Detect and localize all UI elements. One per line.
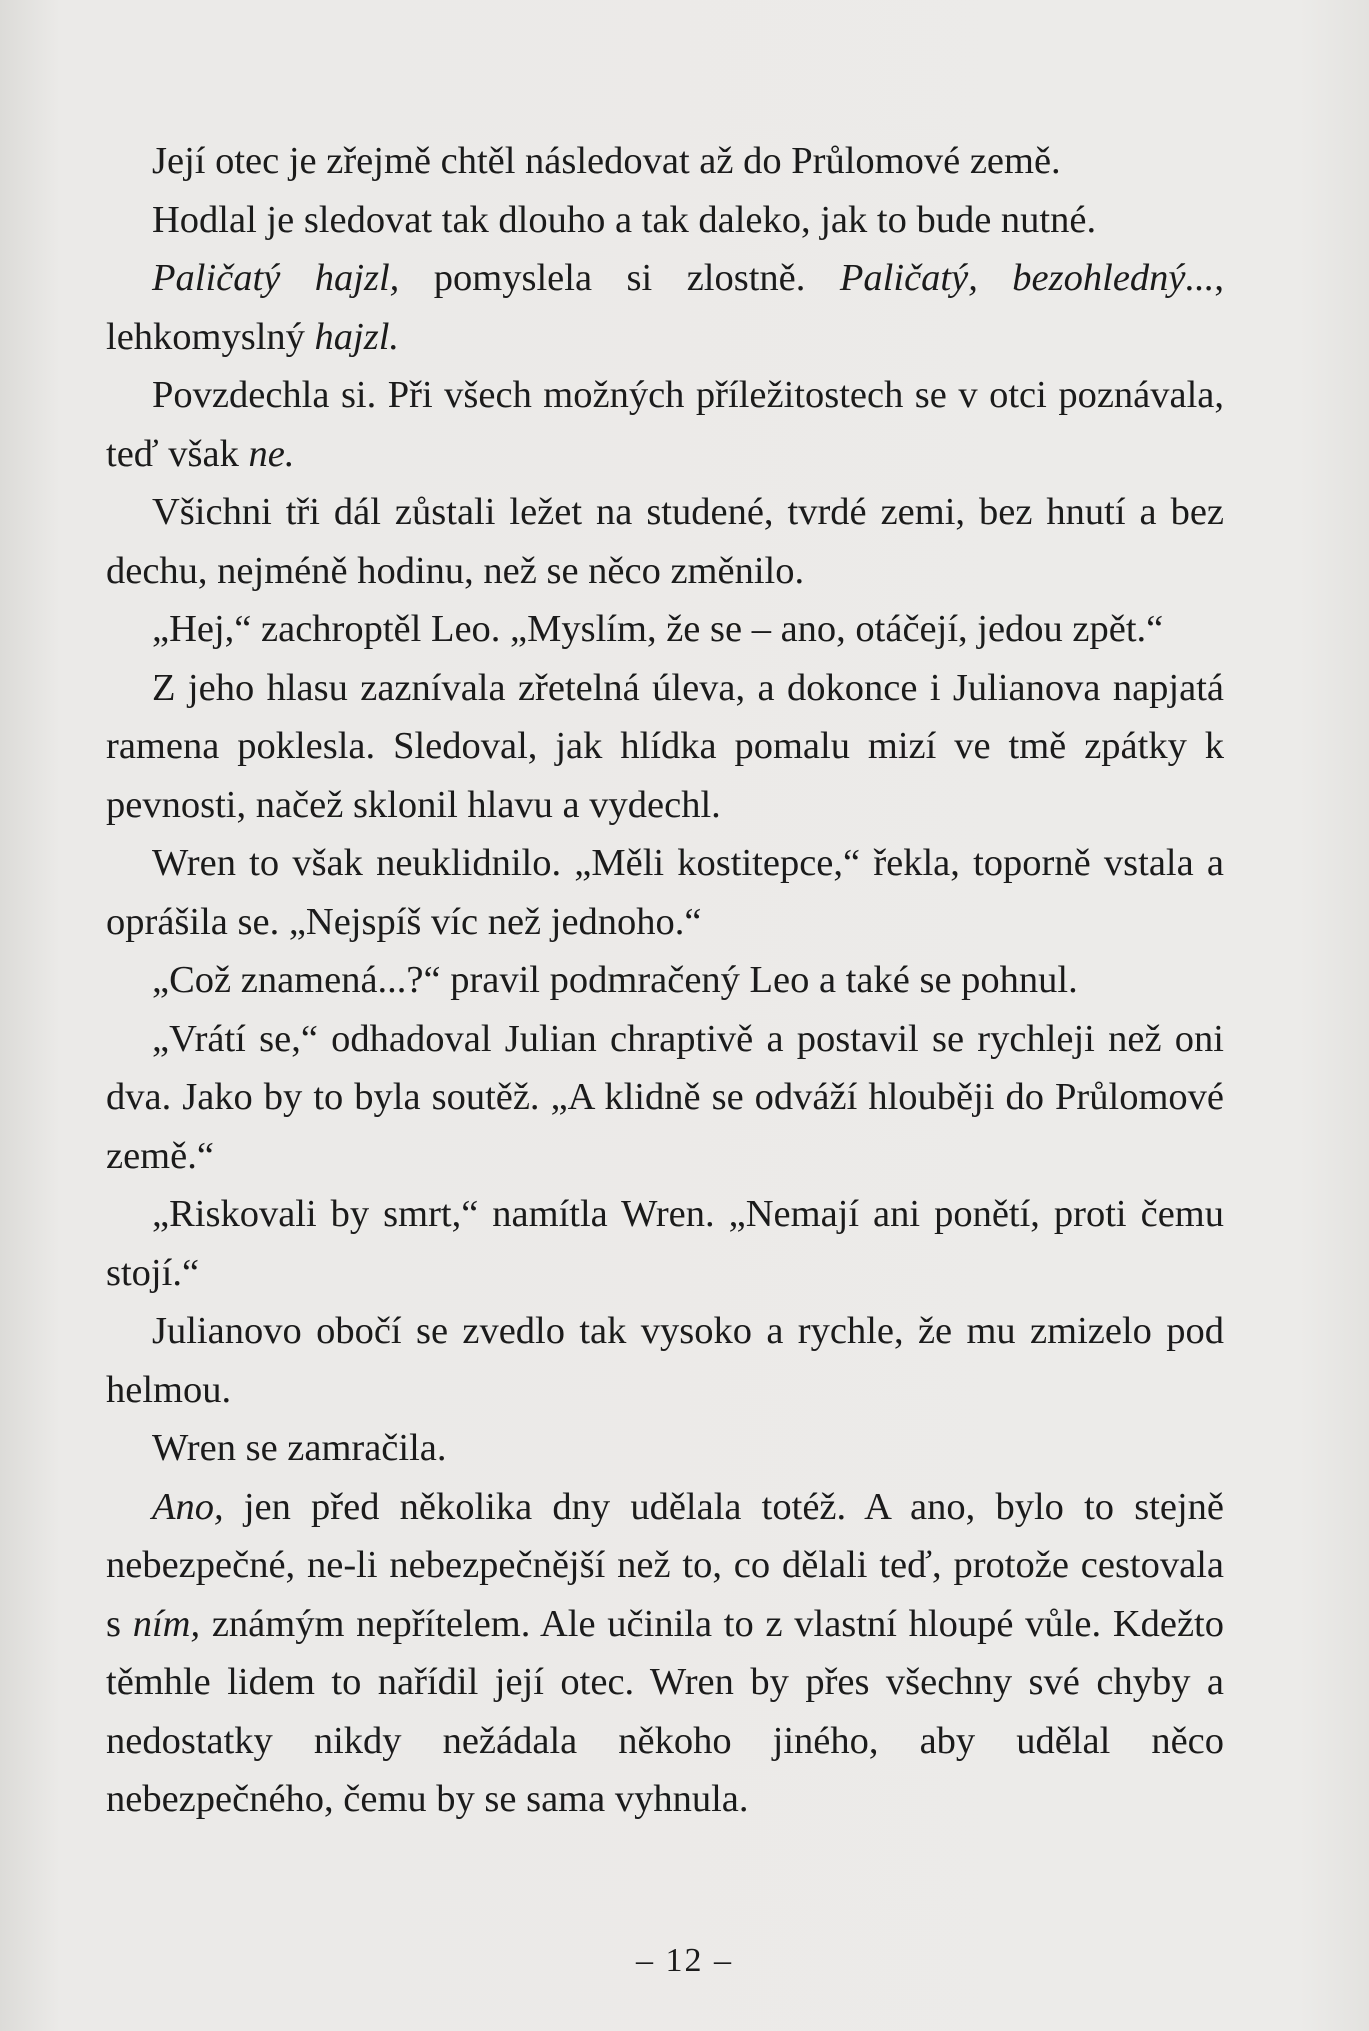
text-run: Povzdechla si. Při všech možných příležitostech se v otci poznávala, teď však (106, 374, 1224, 475)
italic-text-run: Paličatý hajzl, (152, 257, 400, 299)
italic-text-run: ním, (132, 1602, 201, 1645)
italic-text-run: hajzl. (314, 315, 400, 358)
paragraph (106, 1302, 1224, 1419)
paragraph (106, 132, 1224, 191)
text-run: Julianovo obočí se zvedlo tak vysoko a rychle, že mu zmizelo pod helmou. (106, 1310, 1224, 1411)
text-run: Její otec je zřejmě chtěl následovat až do Průlomové země. (152, 140, 1061, 182)
text-run: , lehkomyslný (106, 257, 1225, 358)
text-run: Hodlal je sledovat tak dlouho a tak daleko, jak to bude nutné. (152, 198, 1097, 241)
paragraph (106, 366, 1224, 483)
paragraph (106, 1185, 1224, 1302)
paragraph (106, 1010, 1224, 1186)
paragraph (106, 951, 1224, 1010)
text-run: „Riskovali by smrt,“ namítla Wren. „Nemají ani ponětí, proti čemu stojí.“ (106, 1193, 1224, 1294)
paragraph (106, 249, 1224, 366)
text-run: jen před několika dny udělala totéž. A ano, bylo to stejně nebezpečné, ne-li nebezpečnější než to, co dělali teď, protože cestovala s (106, 1485, 1224, 1645)
italic-text-run: ne. (248, 432, 295, 475)
text-run: Wren se zamračila. (152, 1427, 447, 1469)
body-text (106, 132, 1224, 1829)
text-run: Z jeho hlasu zaznívala zřetelná úleva, a dokonce i Julianova napjatá ramena poklesla. Sledoval, jak hlídka pomalu mizí ve tmě zpátky k pevnosti, načež sklonil hlavu a vydechl. (106, 666, 1224, 826)
text-run: pomyslela si zlostně. (399, 257, 840, 299)
paragraph (106, 1478, 1224, 1829)
paragraph (106, 600, 1224, 659)
paragraph (106, 1419, 1224, 1478)
paragraph (106, 659, 1224, 835)
text-run: „Což znamená...?“ pravil podmračený Leo a také se pohnul. (152, 959, 1078, 1001)
page-number: – 12 – (636, 1942, 733, 1979)
text-run: Wren to však neuklidnilo. „Měli kostitepce,“ řekla, toporně vstala a oprášila se. „Nejspíš víc než jednoho.“ (106, 842, 1224, 943)
italic-text-run: Paličatý, bezohledný... (839, 257, 1215, 299)
text-run: Všichni tři dál zůstali ležet na studené, tvrdé zemi, bez hnutí a bez dechu, nejméně hodinu, než se něco změnilo. (106, 491, 1224, 592)
text-run: „Vrátí se,“ odhadoval Julian chraptivě a postavil se rychleji než oni dva. Jako by to byla soutěž. „A klidně se odváží hlouběji do Průlomové země.“ (106, 1017, 1224, 1177)
italic-text-run: Ano, (152, 1485, 224, 1528)
text-run: „Hej,“ zachroptěl Leo. „Myslím, že se – ano, otáčejí, jedou zpět.“ (152, 608, 1164, 650)
paragraph (106, 834, 1224, 951)
text-run: známým nepřítelem. Ale učinila to z vlastní hloupé vůle. Kdežto těmhle lidem to nařídil její otec. Wren by přes všechny své chyby a nedostatky nikdy nežádala někoho jiného, aby udělal něco nebezpečného, čemu by se sama vyhnula. (106, 1602, 1224, 1820)
paragraph (106, 191, 1224, 250)
paragraph (106, 483, 1224, 600)
